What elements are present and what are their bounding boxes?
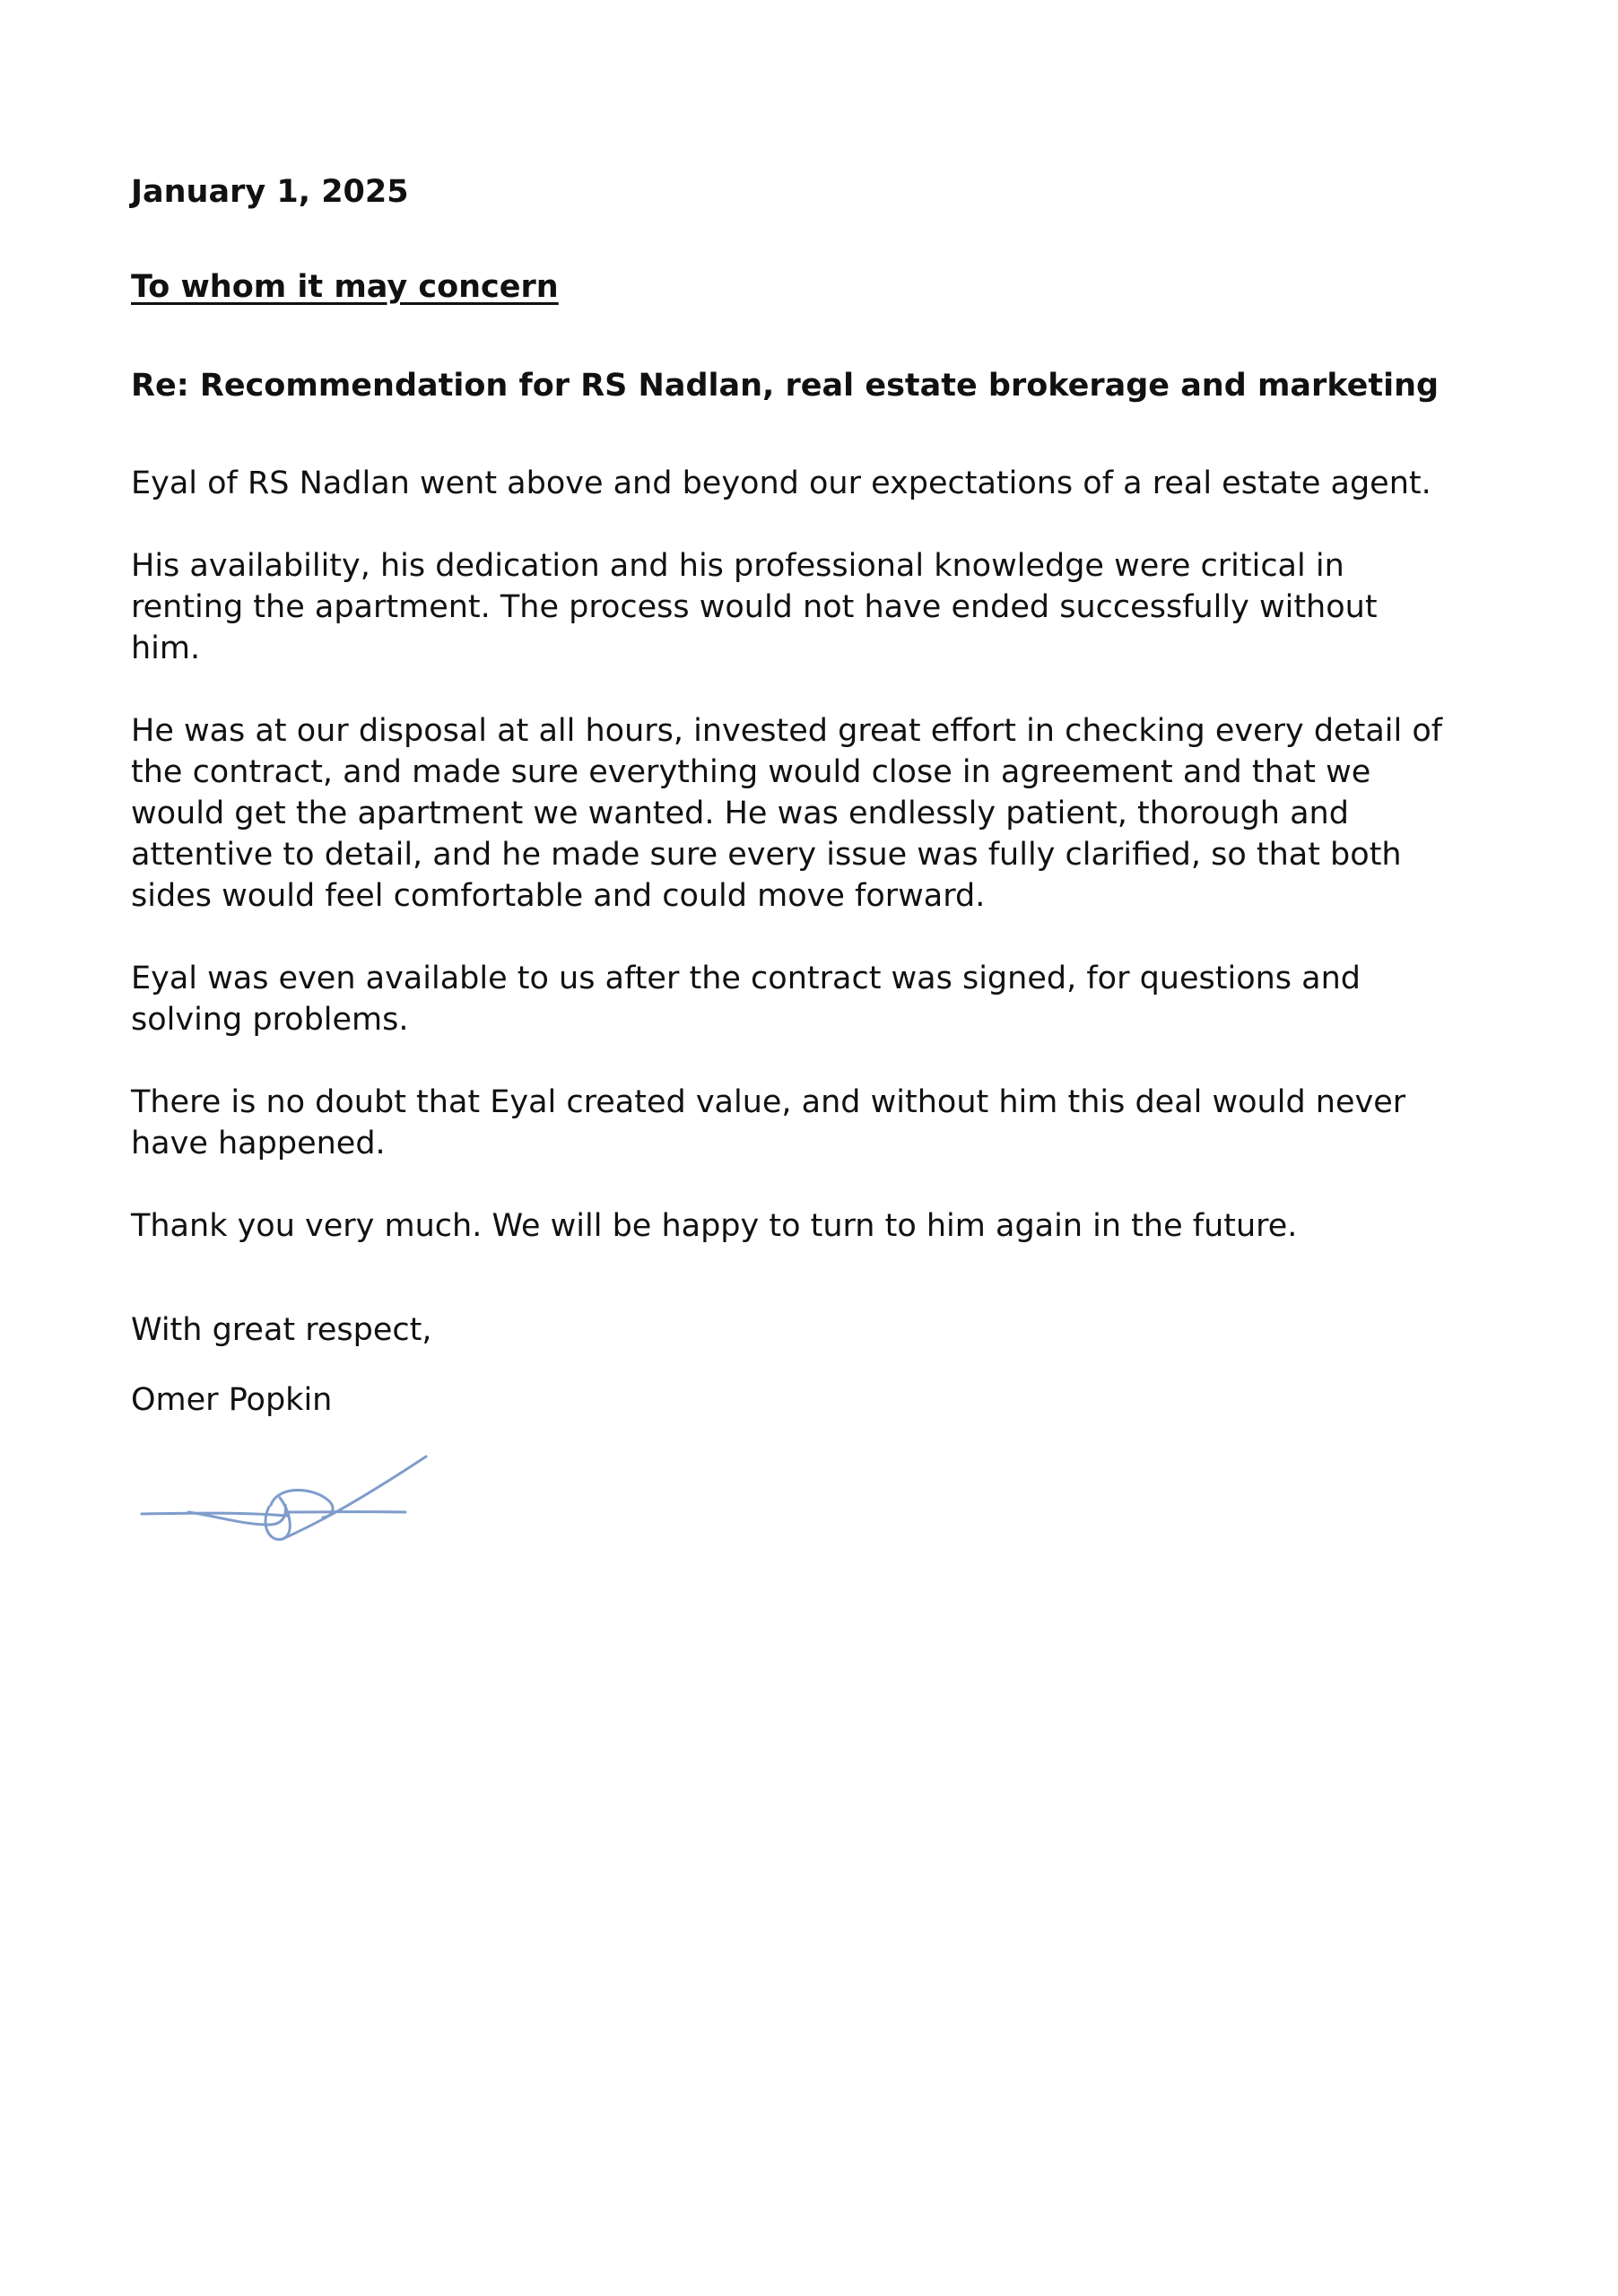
body-paragraph: His availability, his dedication and his professional knowledge were critical in renting the apartment. The process would not have ended successfully without him. <box>131 548 1378 666</box>
signature-stroke <box>265 1498 290 1540</box>
signer-name: Omer Popkin <box>131 1382 333 1418</box>
letter-date: January 1, 2025 <box>131 174 409 210</box>
signature-stroke <box>283 1457 426 1539</box>
body-paragraph: Eyal was even available to us after the contract was signed, for questions and solving problems. <box>131 961 1361 1038</box>
letter-subject: Re: Recommendation for RS Nadlan, real estate brokerage and marketing <box>131 368 1440 404</box>
body-paragraph: Eyal of RS Nadlan went above and beyond our expectations of a real estate agent. <box>131 465 1431 501</box>
body-paragraph: Thank you very much. We will be happy to turn to him again in the future. <box>131 1208 1298 1244</box>
letter-content <box>131 170 1530 1421</box>
letter-salutation: To whom it may concern <box>131 269 559 305</box>
letter-body <box>131 463 1530 1247</box>
handwritten-signature <box>135 1453 439 1561</box>
body-paragraph: He was at our disposal at all hours, invested great effort in checking every detail of the contract, and made sure everything would close in agreement and that we would get the apartment we wanted. He was endlessly patient, thorough and attentive to detail, and he made sure every issue was fully clarified, so that both sides would feel comfortable and could move forward. <box>131 713 1443 914</box>
letter-closing: With great respect, <box>131 1312 432 1348</box>
signature-strokes <box>142 1457 426 1540</box>
body-paragraph: There is no doubt that Eyal created value, and without him this deal would never have happened. <box>131 1084 1406 1161</box>
